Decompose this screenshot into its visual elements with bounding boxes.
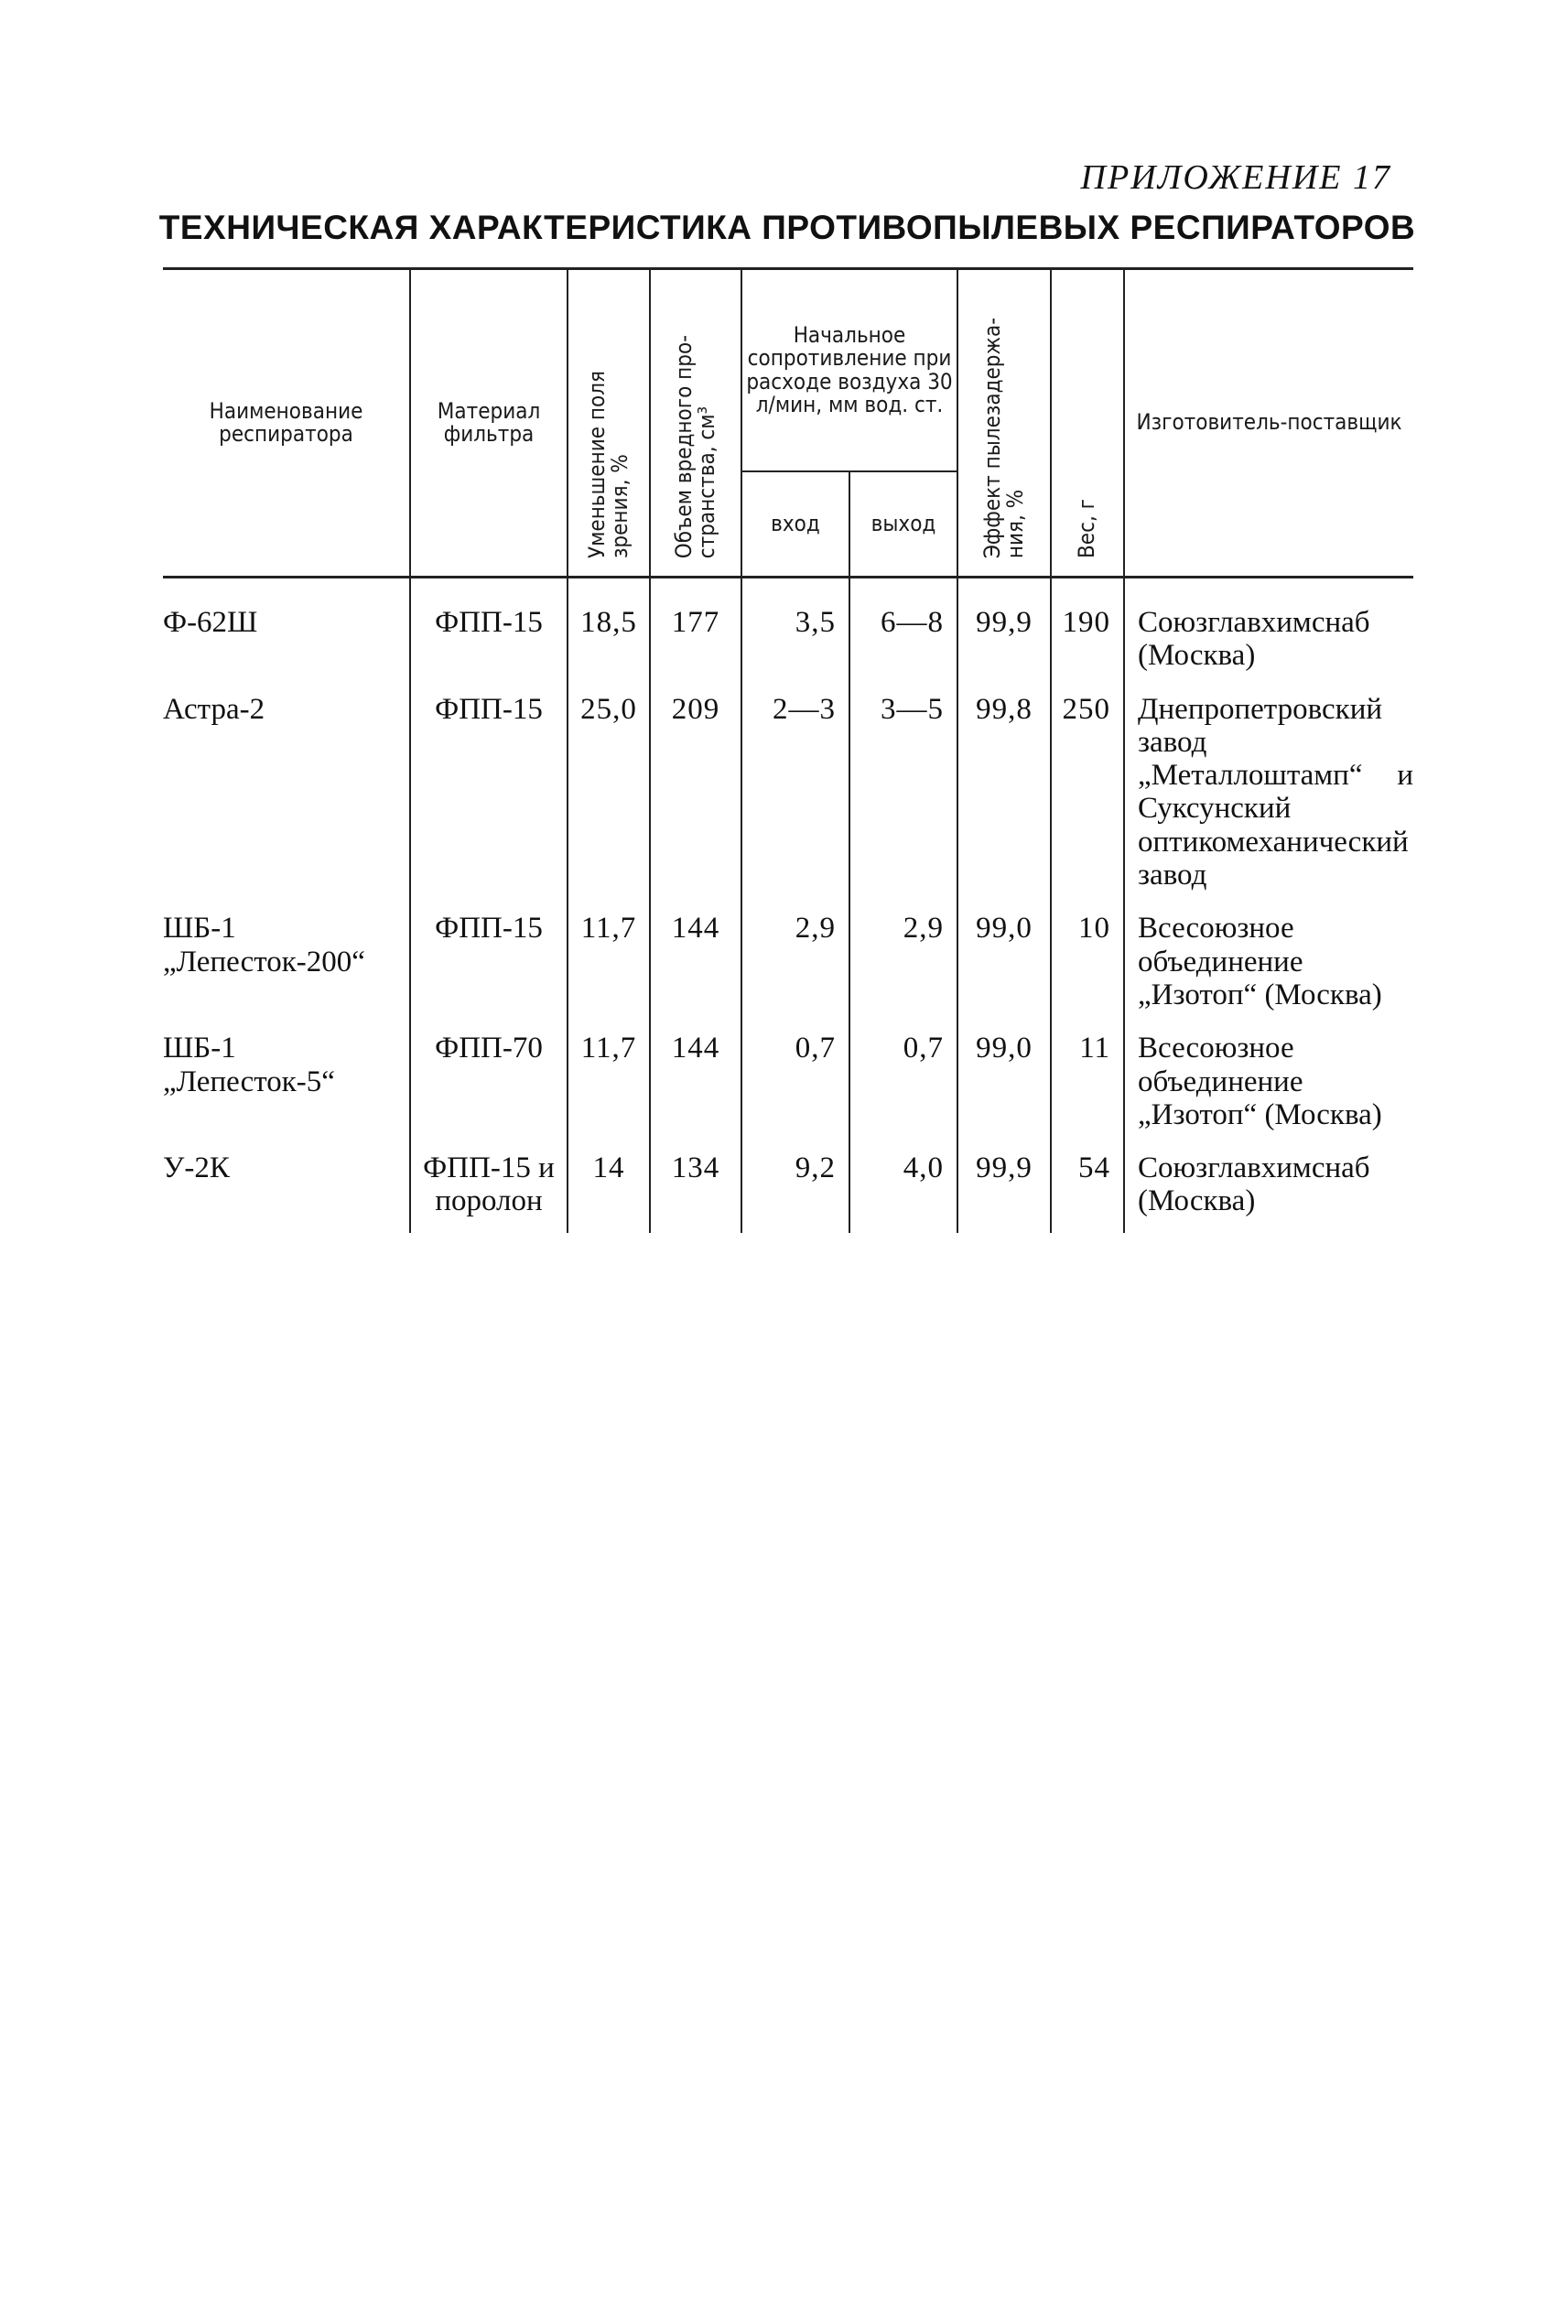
cell-weight: 11: [1051, 1011, 1124, 1131]
cell-volume: 134: [650, 1131, 741, 1233]
cell-material: ФПП-70: [410, 1011, 568, 1131]
cell-weight: 250: [1051, 673, 1124, 892]
cell-volume: 144: [650, 1011, 741, 1131]
table-row: [163, 1011, 1413, 1131]
cell-efficiency: 99,0: [957, 892, 1051, 1011]
cell-outlet: 3—5: [849, 673, 957, 892]
cell-name: ШБ-1 „Лепесток-5“: [163, 1011, 410, 1131]
cell-inlet: 2,9: [741, 892, 849, 1011]
respirator-spec-table: [163, 267, 1413, 1233]
cell-outlet: 4,0: [849, 1131, 957, 1233]
header-inlet: вход: [741, 471, 849, 577]
page-title: ТЕХНИЧЕСКАЯ ХАРАКТЕРИСТИКА ПРОТИВОПЫЛЕВЫХ РЕСПИРАТОРОВ: [158, 209, 1416, 246]
cell-material: ФПП-15: [410, 892, 568, 1011]
cell-fov: 25,0: [568, 673, 650, 892]
header-name: Наименование респиратора: [163, 269, 410, 578]
cell-name: Ф-62Ш: [163, 578, 410, 673]
cell-manufacturer: Союзглавхимснаб (Москва): [1124, 578, 1413, 673]
cell-efficiency: 99,0: [957, 1011, 1051, 1131]
cell-volume: 209: [650, 673, 741, 892]
cell-outlet: 2,9: [849, 892, 957, 1011]
cell-inlet: 2—3: [741, 673, 849, 892]
cell-inlet: 0,7: [741, 1011, 849, 1131]
cell-fov: 11,7: [568, 1011, 650, 1131]
cell-manufacturer: Всесоюзное объединение „Изотоп“ (Москва): [1124, 1011, 1413, 1131]
cell-volume: 177: [650, 578, 741, 673]
cell-weight: 10: [1051, 892, 1124, 1011]
cell-outlet: 6—8: [849, 578, 957, 673]
appendix-label: ПРИЛОЖЕНИЕ 17: [1080, 158, 1391, 197]
cell-material: ФПП-15: [410, 673, 568, 892]
cell-material: ФПП-15: [410, 578, 568, 673]
header-volume: Объем вредного про- странства, см³: [650, 269, 741, 578]
cell-efficiency: 99,8: [957, 673, 1051, 892]
cell-volume: 144: [650, 892, 741, 1011]
cell-name: ШБ-1 „Лепесток-200“: [163, 892, 410, 1011]
cell-manufacturer: Днепропетровский завод „Металлоштамп“ и Суксунский оптикомеханический завод: [1124, 673, 1413, 892]
cell-manufacturer: Союзглавхимснаб (Москва): [1124, 1131, 1413, 1233]
header-material: Материал фильтра: [410, 269, 568, 578]
cell-name: У-2К: [163, 1131, 410, 1233]
cell-fov: 14: [568, 1131, 650, 1233]
cell-name: Астра-2: [163, 673, 410, 892]
header-efficiency: Эффект пылезадержа- ния, %: [957, 269, 1051, 578]
cell-inlet: 3,5: [741, 578, 849, 673]
cell-efficiency: 99,9: [957, 1131, 1051, 1233]
table-row: [163, 892, 1413, 1011]
table-row: [163, 578, 1413, 673]
cell-outlet: 0,7: [849, 1011, 957, 1131]
header-fov: Уменьшение поля зрения, %: [568, 269, 650, 578]
cell-material: ФПП-15 и поролон: [410, 1131, 568, 1233]
table-row: [163, 673, 1413, 892]
cell-weight: 190: [1051, 578, 1124, 673]
header-manufacturer: Изготовитель-поставщик: [1124, 269, 1413, 578]
cell-fov: 18,5: [568, 578, 650, 673]
cell-fov: 11,7: [568, 892, 650, 1011]
header-resistance: Начальное сопротивление при расходе воздуха 30 л/мин, мм вод. ст.: [741, 269, 957, 472]
header-outlet: выход: [849, 471, 957, 577]
header-weight: Вес, г: [1051, 269, 1124, 578]
cell-weight: 54: [1051, 1131, 1124, 1233]
cell-inlet: 9,2: [741, 1131, 849, 1233]
table-row: [163, 1131, 1413, 1233]
cell-efficiency: 99,9: [957, 578, 1051, 673]
cell-manufacturer: Всесоюзное объединение „Изотоп“ (Москва): [1124, 892, 1413, 1011]
